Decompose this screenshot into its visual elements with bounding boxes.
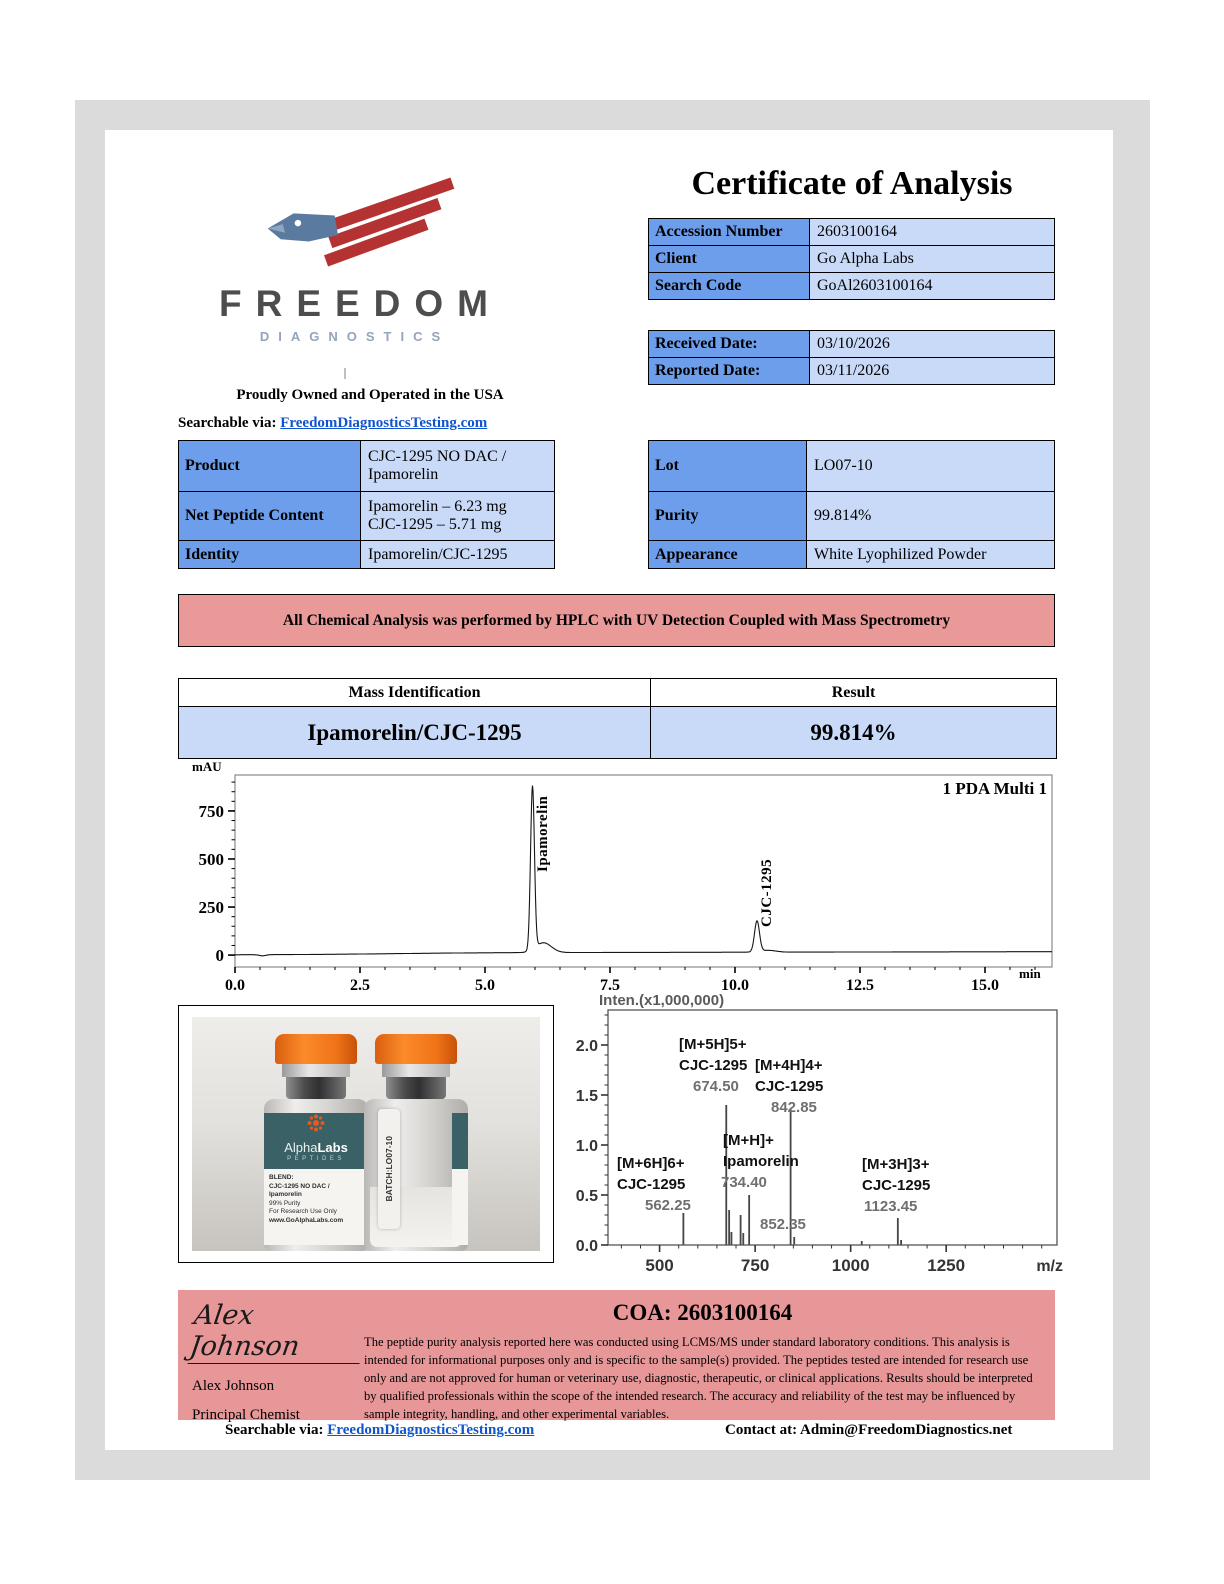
annotation-m6h: [M+6H]6+ CJC-1295 562.25: [617, 1155, 691, 1214]
vial-body: [364, 1099, 468, 1251]
y-axis-unit: mAU: [192, 759, 222, 774]
signoff-block: [178, 1290, 1055, 1423]
row-label: Lot: [649, 441, 807, 491]
footer-searchable-link[interactable]: FreedomDiagnosticsTesting.com: [327, 1422, 535, 1438]
annotation-m5h: [M+5H]5+ CJC-1295 674.50: [679, 1036, 748, 1095]
chemist-name: Alex Johnson: [192, 1378, 275, 1394]
searchable-link-top[interactable]: FreedomDiagnosticsTesting.com: [280, 415, 488, 431]
chromatogram-channel-label: 1 PDA Multi 1: [942, 779, 1047, 798]
vial-collar: [282, 1064, 350, 1077]
svg-text:1.5: 1.5: [575, 1088, 598, 1105]
svg-text:500: 500: [645, 1256, 674, 1275]
product-table: [178, 440, 555, 569]
table-row: [649, 219, 1054, 245]
x-axis-unit: min: [1019, 966, 1041, 981]
dates-table: [648, 330, 1055, 385]
mass-table-header: [179, 679, 1056, 706]
row-value: 99.814%: [807, 492, 1054, 540]
svg-text:250: 250: [198, 898, 224, 918]
peak-label-ipamorelin: Ipamorelin: [535, 795, 551, 872]
signature-column: [187, 1300, 364, 1423]
row-value: [361, 492, 554, 540]
row-label: Reported Date:: [649, 358, 810, 384]
svg-text:2.0: 2.0: [575, 1038, 598, 1055]
table-row: [649, 441, 1054, 491]
vial-label-line: BLEND:: [269, 1174, 294, 1181]
vial-label-edge: [452, 1169, 468, 1245]
svg-text:12.5: 12.5: [846, 977, 874, 990]
mass-table-row: [179, 706, 1056, 758]
svg-text:0: 0: [215, 946, 224, 966]
vial-stopper: [286, 1077, 346, 1099]
row-label: Appearance: [649, 541, 807, 568]
row-label: Search Code: [649, 273, 810, 299]
row-value: 2603100164: [810, 219, 1054, 245]
vial-front: [264, 1034, 368, 1251]
svg-text:750: 750: [198, 801, 224, 821]
column-header: Mass Identification: [179, 679, 651, 706]
coa-column: [364, 1300, 1041, 1421]
table-row: [179, 441, 554, 491]
svg-text:0.5: 0.5: [575, 1188, 598, 1205]
peak-label-cjc1295: CJC-1295: [759, 858, 775, 927]
row-label: Received Date:: [649, 331, 810, 357]
row-label: Net Peptide Content: [179, 492, 361, 540]
annotation-m3h: [M+3H]3+ CJC-1295 1123.45: [862, 1156, 931, 1215]
row-value: CJC-1295 NO DAC / Ipamorelin: [361, 441, 554, 491]
table-row: [649, 331, 1054, 357]
mass-identity-value: Ipamorelin/CJC-1295: [179, 707, 651, 758]
annotation-852: 852.35: [760, 1216, 806, 1233]
table-row: [179, 491, 554, 540]
table-row: [179, 540, 554, 568]
svg-text:0.0: 0.0: [225, 977, 245, 990]
table-row: [649, 272, 1054, 299]
mass-spectrum-plot: [562, 985, 1065, 1277]
value-line: CJC-1295 – 5.71 mg: [368, 516, 502, 533]
vial-stopper: [386, 1077, 446, 1099]
footer-contact: Contact at: Admin@FreedomDiagnostics.net: [725, 1422, 1013, 1438]
mass-spectrum: [562, 985, 1065, 1277]
logo-sub-text: DIAGNOSTICS: [259, 329, 450, 344]
svg-text:2.5: 2.5: [350, 977, 370, 990]
vial-collar: [382, 1064, 450, 1077]
svg-text:500: 500: [198, 849, 224, 869]
product-photo-box: [178, 1005, 554, 1263]
row-label: Purity: [649, 492, 807, 540]
svg-text:0.0: 0.0: [575, 1238, 598, 1255]
vial-label-line: For Research Use Only: [269, 1208, 337, 1215]
row-value: GoAl2603100164: [810, 273, 1054, 299]
vial-info-label: [264, 1169, 368, 1245]
column-header: Result: [831, 683, 876, 701]
vial-label-line: www.GoAlphaLabs.com: [269, 1216, 344, 1224]
starburst-icon: [303, 1113, 329, 1133]
disclaimer-text: The peptide purity analysis reported here was conducted using LCMS/MS under standard laboratory conditions. This analysis is intended for informational purposes only and is specific to the sample(s) provided. The peptides tested are intended for research use only and are not approved for human or veterinary use, diagnostic, therapeutic, or clinical applications. Results should be interpreted by qualified professionals within the scope of the intended research. The accuracy and reliability of the test may be influenced by sample integrity, handling, and other experimental variables.: [364, 1335, 1033, 1421]
tagline: Proudly Owned and Operated in the USA: [236, 387, 504, 403]
value-line: Ipamorelin – 6.23 mg: [368, 498, 507, 515]
row-value: Ipamorelin/CJC-1295: [361, 541, 554, 568]
eagle-flag-icon: [231, 168, 469, 276]
row-label: Identity: [179, 541, 361, 568]
svg-text:10.0: 10.0: [721, 977, 749, 990]
row-value: White Lyophilized Powder: [807, 541, 1054, 568]
batch-sticker: [378, 1109, 400, 1229]
lot-table: [648, 440, 1055, 569]
footer-searchable: [225, 1422, 534, 1439]
vial-brand-label: [264, 1113, 368, 1169]
searchable-line-top: [178, 415, 487, 432]
annotation-m4h: [M+4H]4+ CJC-1295 842.85: [755, 1057, 824, 1116]
row-value: LO07-10: [807, 441, 1054, 491]
logo-divider-tick: [344, 368, 346, 379]
searchable-label: Searchable via:: [178, 415, 277, 431]
row-label: Accession Number: [649, 219, 810, 245]
annotation-mh-ipamorelin: [M+H]+ Ipamorelin 734.40: [721, 1132, 799, 1191]
hplc-chromatogram: [178, 758, 1055, 990]
svg-text:m/z: m/z: [1036, 1258, 1063, 1275]
accession-table: [648, 218, 1055, 300]
table-row: [649, 491, 1054, 540]
purity-result-value: 99.814%: [810, 719, 897, 745]
svg-text:1000: 1000: [831, 1256, 870, 1275]
intensity-axis-title: Inten.(x1,000,000): [599, 992, 725, 1009]
svg-text:750: 750: [740, 1256, 770, 1275]
vial-brand-name: AlphaLabs: [284, 1140, 348, 1155]
method-banner: All Chemical Analysis was performed by HPLC with UV Detection Coupled with Mass Spectrometry: [178, 594, 1055, 647]
batch-number: BATCH:LO07-10: [384, 1136, 394, 1202]
mass-identification-table: [178, 678, 1057, 759]
svg-text:7.5: 7.5: [600, 977, 620, 990]
svg-text:1250: 1250: [927, 1256, 966, 1275]
table-row: [649, 357, 1054, 384]
logo-brand-text: FREEDOM: [219, 283, 502, 324]
vial-label-line: CJC-1295 NO DAC / Ipamorelin: [269, 1182, 330, 1198]
vial-body: [264, 1099, 368, 1251]
vial-brand-sub: PEPTIDES: [287, 1156, 345, 1162]
vial-cap: [275, 1034, 357, 1064]
table-row: [649, 540, 1054, 568]
page-title: Certificate of Analysis: [691, 165, 1013, 202]
vial-back: [364, 1034, 468, 1251]
product-photo: [192, 1017, 540, 1251]
signature: Alex Johnson: [188, 1300, 369, 1364]
svg-text:15.0: 15.0: [971, 977, 999, 990]
footer-searchable-label: Searchable via:: [225, 1422, 324, 1438]
svg-text:1.0: 1.0: [575, 1138, 598, 1155]
row-value: 03/11/2026: [810, 358, 1054, 384]
vial-label-edge: [452, 1113, 468, 1169]
coa-number-heading: COA: 2603100164: [612, 1300, 793, 1325]
vial-cap: [375, 1034, 457, 1064]
svg-text:5.0: 5.0: [475, 977, 495, 990]
row-label: Product: [179, 441, 361, 491]
table-row: [649, 245, 1054, 272]
vial-label-line: 99% Purity: [269, 1199, 301, 1207]
freedom-logo: [205, 168, 502, 344]
row-label: Client: [649, 246, 810, 272]
chromatogram-plot: [178, 758, 1055, 990]
row-value: 03/10/2026: [810, 331, 1054, 357]
row-value: Go Alpha Labs: [810, 246, 1054, 272]
chemist-role: Principal Chemist: [192, 1407, 300, 1423]
